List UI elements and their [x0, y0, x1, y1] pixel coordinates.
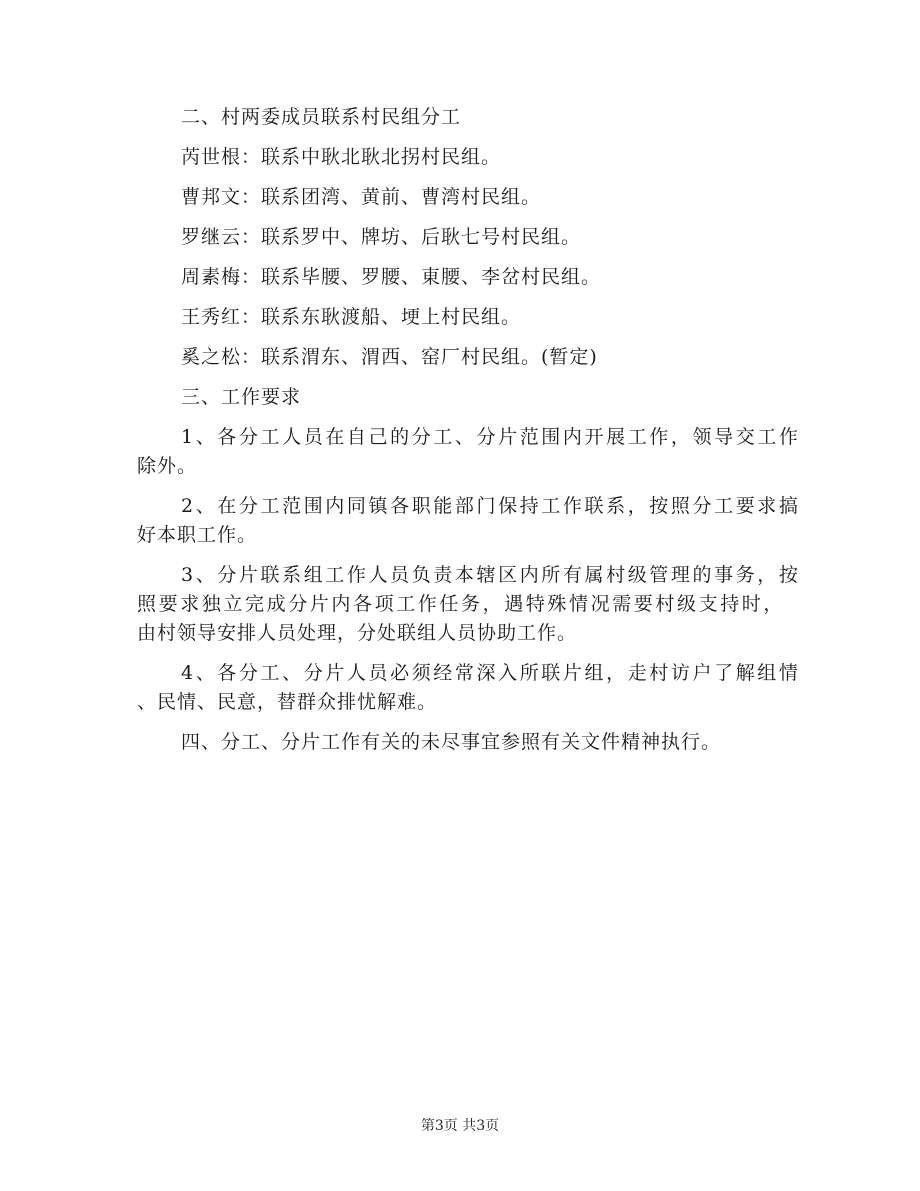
requirement-paragraph — [137, 659, 801, 717]
requirement-paragraph — [137, 423, 801, 481]
text-line: 照要求独立完成分片内各项工作任务，遇特殊情况需要村级支持时， — [137, 593, 786, 615]
text-line: 除外。 — [137, 455, 198, 477]
text-line: 、民情、民意，替群众排忧解难。 — [137, 691, 438, 713]
assignment-line — [137, 223, 787, 252]
text-line: 曹邦文：联系团湾、黄前、曹湾村民组。 — [181, 186, 542, 208]
requirement-paragraph — [137, 492, 801, 550]
assignment-line — [137, 343, 787, 372]
closing-paragraph — [137, 728, 787, 757]
document-body — [137, 103, 801, 768]
text-line: 二、村两委成员联系村民组分工 — [181, 106, 462, 128]
requirement-paragraph — [137, 561, 801, 648]
section-heading — [137, 103, 787, 132]
assignment-line — [137, 263, 787, 292]
text-line: 3、分片联系组工作人员负责本辖区内所有属村级管理的事务，按 — [181, 564, 801, 586]
text-line: 芮世根：联系中耿北耿北拐村民组。 — [181, 146, 502, 168]
section-heading — [137, 383, 787, 412]
page-number-footer: 第3页 共3页 — [420, 1118, 500, 1134]
text-line: 三、工作要求 — [181, 386, 302, 408]
text-line: 周素梅：联系毕腰、罗腰、東腰、李岔村民组。 — [181, 266, 602, 288]
text-line: 罗继云：联系罗中、牌坊、后耿七号村民组。 — [181, 226, 582, 248]
assignment-line — [137, 183, 787, 212]
text-line: 1、各分工人员在自己的分工、分片范围内开展工作，领导交工作 — [181, 426, 801, 448]
text-line: 4、各分工、分片人员必须经常深入所联片组，走村访户了解组情 — [181, 662, 801, 684]
text-line: 2、在分工范围内同镇各职能部门保持工作联系，按照分工要求搞 — [181, 495, 801, 517]
text-line: 由村领导安排人员处理，分处联组人员协助工作。 — [137, 622, 578, 644]
text-line: 四、分工、分片工作有关的未尽事宜参照有关文件精神执行。 — [181, 731, 722, 753]
text-line: 奚之松：联系渭东、渭西、窑厂村民组。(暂定) — [181, 346, 598, 368]
assignment-line — [137, 143, 787, 172]
text-line: 王秀红：联系东耿渡船、埂上村民组。 — [181, 306, 522, 328]
text-line: 好本职工作。 — [137, 524, 258, 546]
assignment-line — [137, 303, 787, 332]
